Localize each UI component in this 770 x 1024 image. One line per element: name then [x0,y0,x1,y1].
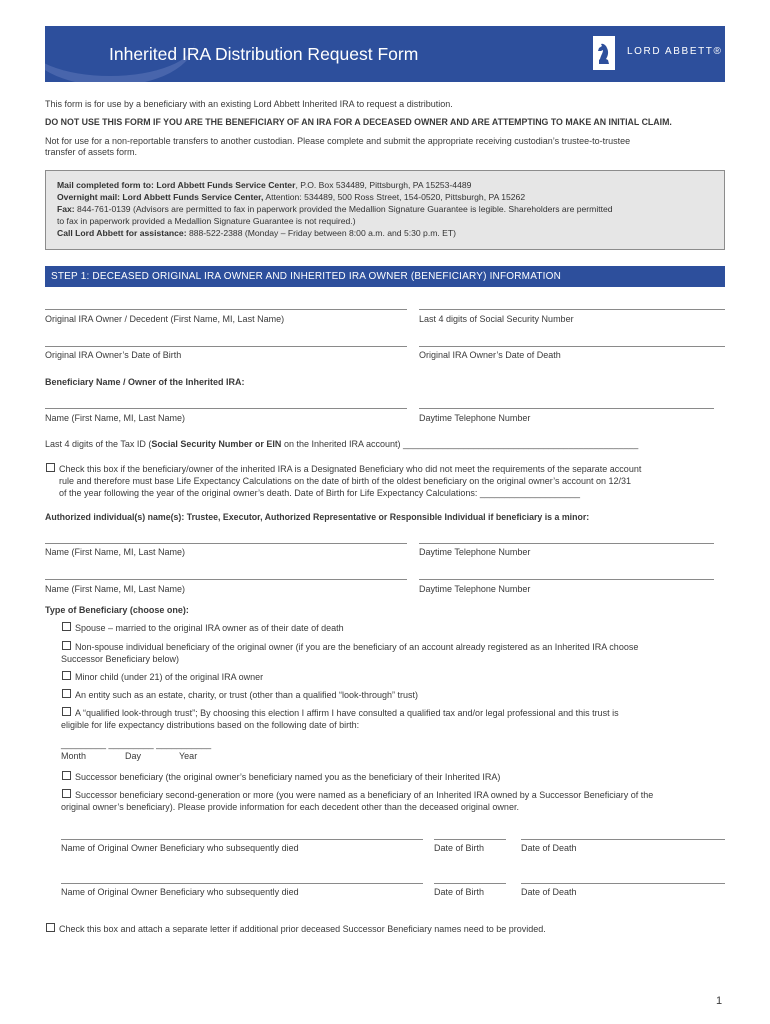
year-label: Year [179,751,198,761]
phone-line: Call Lord Abbett for assistance: 888-522-2388 (Monday – Friday between 8:00 a.m. and 5:30 p.m. ET) [57,228,457,238]
auth1-name-label: Name (First Name, MI, Last Name) [45,547,186,557]
decedent2-dod-label: Date of Death [521,887,577,897]
step1-header: STEP 1: DECEASED ORIGINAL IRA OWNER AND INHERITED IRA OWNER (BENEFICIARY) INFORMATION [45,266,725,287]
overnight-line: Overnight mail: Lord Abbett Funds Service Center, Attention: 534489, 500 Ross Street, 154-0520, Pittsburgh, PA 15262 [57,192,526,202]
auth1-phone-field[interactable] [419,543,714,544]
auth1-name-field[interactable] [45,543,407,544]
transfer-note-line2: transfer of assets form. [45,147,138,157]
mailing-info-box [45,170,725,250]
auth1-phone-label: Daytime Telephone Number [419,547,531,557]
entity-checkbox[interactable] [62,689,71,698]
decedent1-dod-label: Date of Death [521,843,577,853]
nonspouse-checkbox[interactable] [62,641,71,650]
owner-dob-label: Original IRA Owner’s Date of Birth [45,350,182,360]
owner-dod-field[interactable] [419,346,725,347]
owner-dod-label: Original IRA Owner’s Date of Death [419,350,561,360]
successor-checkbox[interactable] [62,771,71,780]
decedent1-dob-label: Date of Birth [434,843,485,853]
spouse-label: Spouse – married to the original IRA owner as of their date of death [75,623,344,633]
decedent2-dob-label: Date of Birth [434,887,485,897]
ssn-field[interactable] [419,309,725,310]
owner-dob-field[interactable] [45,346,407,347]
designated-text-3: of the year following the year of the original owner’s death. Date of Birth for Life Expectancy Calculations: ____________________ [59,488,581,498]
beneficiary-name-field[interactable] [45,408,407,409]
minor-checkbox[interactable] [62,671,71,680]
decedent2-dob-field[interactable] [434,883,506,884]
designated-text-2: rule and therefore must base Life Expectancy Calculations on the date of birth of the oldest beneficiary on the original owner’s account on 12/31 [59,476,632,486]
fax-line-cont: to fax in paperwork provided a Medallion Signature Guarantee is not required.) [57,216,356,226]
brand-logo-text: LORD ABBETT® [627,46,723,57]
beneficiary-phone-label: Daytime Telephone Number [419,413,531,423]
beneficiary-phone-field[interactable] [419,408,714,409]
auth2-phone-label: Daytime Telephone Number [419,584,531,594]
type-heading: Type of Beneficiary (choose one): [45,605,189,615]
auth2-name-label: Name (First Name, MI, Last Name) [45,584,186,594]
trust-label-1: A “qualified look-through trust”; By choosing this election I affirm I have consulted a qualified tax and/or legal professional and this trust is [75,708,619,718]
decedent1-dob-field[interactable] [434,839,506,840]
tax-id-line[interactable]: Last 4 digits of the Tax ID (Social Security Number or EIN on the Inherited IRA account) _______________________________________________ [45,439,639,449]
transfer-note-line1: Not for use for a non-reportable transfers to another custodian. Please complete and submit the appropriate receiving custodian’s trustee-to-trustee [45,136,631,146]
owner-name-label: Original IRA Owner / Decedent (First Name, MI, Last Name) [45,314,285,324]
auth2-name-field[interactable] [45,579,407,580]
spouse-checkbox[interactable] [62,622,71,631]
auth2-phone-field[interactable] [419,579,714,580]
second-gen-checkbox[interactable] [62,789,71,798]
designated-beneficiary-checkbox[interactable] [46,463,55,472]
beneficiary-heading: Beneficiary Name / Owner of the Inherited IRA: [45,377,245,387]
trust-date-fields[interactable]: _________ _________ ___________ [61,739,212,749]
trust-label-2: eligible for life expectancy distributions based on the following date of birth: [61,720,360,730]
warning-text: DO NOT USE THIS FORM IF YOU ARE THE BENEFICIARY OF AN IRA FOR A DECEASED OWNER AND ARE ATTEMPTING TO MAKE AN INITIAL CLAIM. [45,117,672,127]
decedent1-dod-field[interactable] [521,839,725,840]
page-title: Inherited IRA Distribution Request Form [109,44,419,64]
attach-letter-checkbox[interactable] [46,923,55,932]
beneficiary-name-label: Name (First Name, MI, Last Name) [45,413,186,423]
second-gen-label-2: original owner’s beneficiary). Please provide information for each decedent other than the deceased original owner. [61,802,519,812]
decedent2-dod-field[interactable] [521,883,725,884]
page-number: 1 [716,995,723,1007]
knight-logo-icon [593,36,615,70]
second-gen-label-1: Successor beneficiary second-generation or more (you were named as a beneficiary of an Inherited IRA owned by a Successor Beneficiary of the [75,790,654,800]
trust-checkbox[interactable] [62,707,71,716]
attach-letter-label: Check this box and attach a separate letter if additional prior deceased Successor Beneficiary names need to be provided. [59,924,546,934]
nonspouse-label-1: Non-spouse individual beneficiary of the original owner (if you are the beneficiary of an account already registered as an Inherited IRA choose [75,642,639,652]
month-label: Month [61,751,87,761]
owner-name-field[interactable] [45,309,407,310]
intro-text: This form is for use by a beneficiary with an existing Lord Abbett Inherited IRA to request a distribution. [45,99,453,109]
decedent1-name-label: Name of Original Owner Beneficiary who subsequently died [61,843,299,853]
successor-label: Successor beneficiary (the original owner’s beneficiary named you as the beneficiary of their Inherited IRA) [75,772,501,782]
ssn-label: Last 4 digits of Social Security Number [419,314,574,324]
header-banner [45,26,725,82]
decedent2-name-label: Name of Original Owner Beneficiary who subsequently died [61,887,299,897]
minor-label: Minor child (under 21) of the original IRA owner [75,672,264,682]
designated-text-1: Check this box if the beneficiary/owner of the inherited IRA is a Designated Beneficiary who did not meet the requirements of the separate account [59,464,642,474]
fax-line: Fax: 844-761-0139 (Advisors are permitted to fax in paperwork provided the Medallion Signature Guarantee is legible. Shareholders are permitted [57,204,613,214]
nonspouse-label-2: Successor Beneficiary below) [61,654,180,664]
decedent2-name-field[interactable] [61,883,423,884]
day-label: Day [125,751,142,761]
mail-line: Mail completed form to: Lord Abbett Funds Service Center, P.O. Box 534489, Pittsburgh, PA 15253-4489 [57,180,472,190]
authorized-heading: Authorized individual(s) name(s): Trustee, Executor, Authorized Representative or Responsible Individual if beneficiary is a minor: [45,512,590,522]
entity-label: An entity such as an estate, charity, or trust (other than a qualified “look-through” trust) [75,690,419,700]
decedent1-name-field[interactable] [61,839,423,840]
